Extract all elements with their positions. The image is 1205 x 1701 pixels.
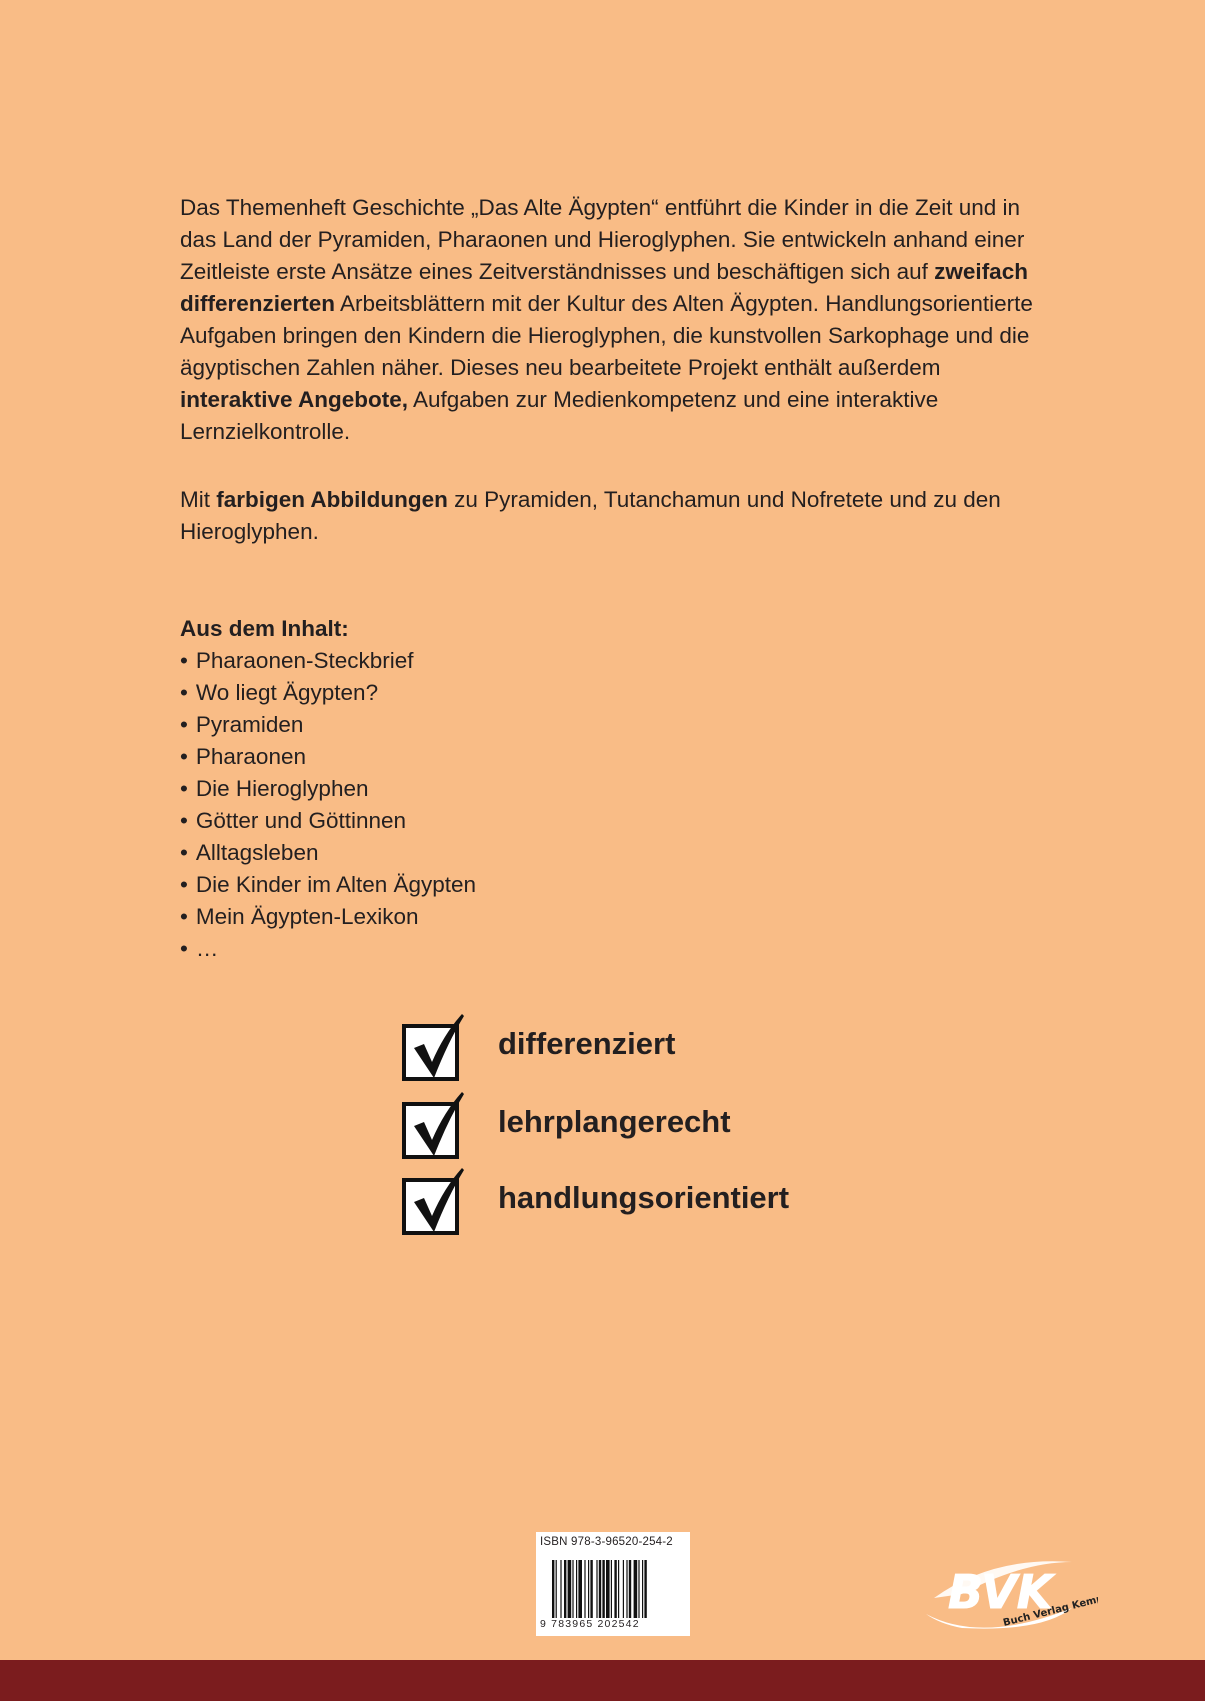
barcode-bar	[629, 1560, 631, 1618]
checkbox-checked-icon	[402, 1090, 472, 1160]
barcode-bar	[590, 1560, 592, 1618]
illustrations-text: zu Pyramiden, Tutanchamun und Nofretete und zu den Hieroglyphen.	[180, 487, 1001, 544]
feature-label: handlungsorientiert	[498, 1180, 790, 1215]
barcode-bar	[611, 1560, 612, 1618]
barcode-bar	[568, 1560, 572, 1618]
barcode-bar	[606, 1560, 610, 1618]
feature-label: lehrplangerecht	[498, 1104, 731, 1139]
barcode-bar	[623, 1560, 624, 1618]
barcode-bar	[596, 1560, 597, 1618]
feature-label: differenziert	[498, 1026, 676, 1061]
contents-item: • Götter und Göttinnen	[180, 805, 476, 837]
description-paragraph	[180, 192, 1050, 448]
barcode-bar	[626, 1560, 627, 1618]
feature-differenziert	[402, 1012, 922, 1082]
barcode-bar	[552, 1560, 554, 1618]
description-text: Arbeitsblättern mit der Kultur des Alten Ägypten. Handlungsorientierte Aufgaben bringen den Kindern die Hieroglyphen, die kunstvollen Sarkophage und die ägyptischen Zahlen näher. Dieses neu bearbeitete Projekt enthält außerdem	[180, 291, 1033, 380]
barcode-bar	[602, 1560, 604, 1618]
feature-lehrplangerecht	[402, 1090, 922, 1160]
bvk-logo-icon	[922, 1548, 1098, 1638]
contents-item: • Pyramiden	[180, 709, 476, 741]
barcode-digits: 9 783965 202542	[540, 1618, 640, 1630]
barcode-bar	[599, 1560, 601, 1618]
barcode-bar	[560, 1560, 561, 1618]
footer-band	[0, 1660, 1205, 1701]
barcode-bar	[642, 1560, 643, 1618]
barcode-bar	[584, 1560, 585, 1618]
contents-item: • Wo liegt Ägypten?	[180, 677, 476, 709]
barcode-bar	[576, 1560, 577, 1618]
feature-handlungsorientiert	[402, 1166, 922, 1236]
contents-item: • Pharaonen	[180, 741, 476, 773]
contents-item: • Die Kinder im Alten Ägypten	[180, 869, 476, 901]
contents-item: • Alltagsleben	[180, 837, 476, 869]
description-emphasis: zweifach differenzierten	[180, 259, 1028, 316]
illustrations-text: Mit	[180, 487, 217, 512]
checkbox-checked-icon	[402, 1012, 472, 1082]
description-text: Aufgaben zur Medienkompetenz und eine interaktive Lernzielkontrolle.	[180, 387, 939, 444]
contents-item: • …	[180, 933, 476, 965]
publisher-logo	[922, 1548, 1098, 1643]
contents-list	[180, 645, 476, 965]
barcode-bar	[634, 1560, 638, 1618]
barcode-bar	[588, 1560, 589, 1618]
barcode-bar	[572, 1560, 573, 1618]
barcode-bar	[564, 1560, 566, 1618]
illustrations-emphasis: farbigen Abbildungen	[216, 487, 448, 512]
svg-text:Buch Verlag Kempen: Buch Verlag Kempen	[1002, 1589, 1098, 1629]
description-emphasis: interaktive Angebote,	[180, 387, 408, 412]
contents-heading: Aus dem Inhalt:	[180, 616, 349, 641]
description-text: Das Themenheft Geschichte „Das Alte Ägypten“ entführt die Kinder in die Zeit und in das Land der Pyramiden, Pharaonen und Hieroglyphen. Sie entwickeln anhand einer Zeitleiste erste Ansätze eines Zeitverständnisses und beschäftigen sich auf	[180, 195, 1025, 284]
barcode-icon	[552, 1560, 676, 1618]
contents-item: • Die Hieroglyphen	[180, 773, 476, 805]
checkbox-checked-icon	[402, 1166, 472, 1236]
isbn-number: ISBN 978-3-96520-254-2	[540, 1536, 673, 1548]
illustrations-paragraph	[180, 484, 1050, 548]
contents-item: • Pharaonen-Steckbrief	[180, 645, 476, 677]
barcode-bar	[614, 1560, 616, 1618]
svg-text:BVK: BVK	[948, 1565, 1053, 1619]
barcode-bar	[618, 1560, 619, 1618]
contents-item: • Mein Ägypten-Lexikon	[180, 901, 476, 933]
isbn-barcode	[536, 1532, 690, 1636]
barcode-bar	[644, 1560, 646, 1618]
barcode-bar	[556, 1560, 557, 1618]
barcode-bar	[638, 1560, 639, 1618]
barcode-bar	[578, 1560, 582, 1618]
